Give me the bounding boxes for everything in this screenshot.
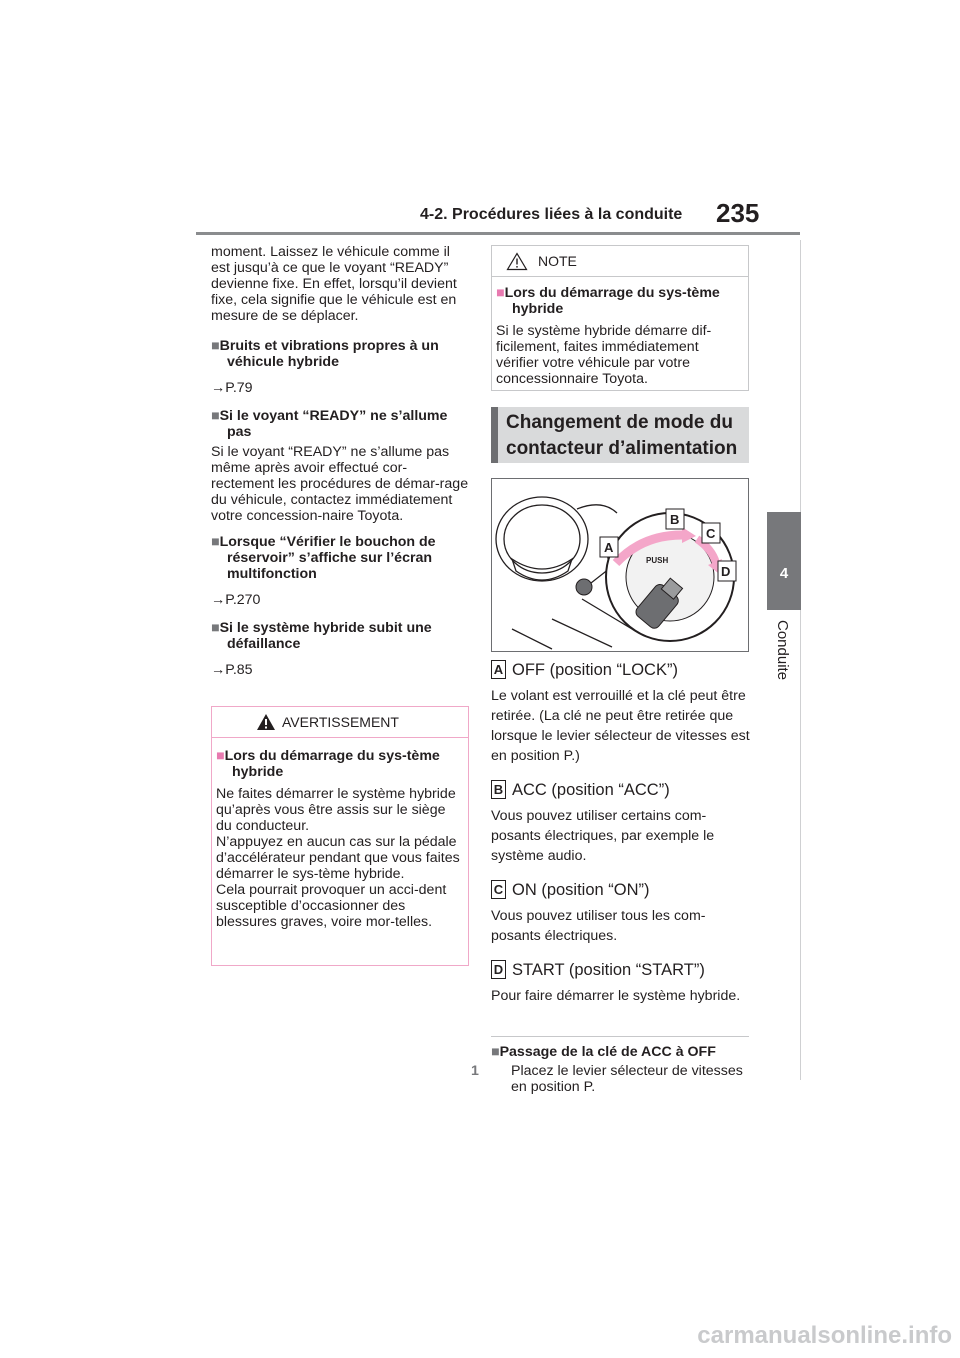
tag-d: D [491,960,506,979]
callout-c: C [706,526,716,541]
left-column [211,244,469,678]
square-bullet-icon: ■ [216,748,225,764]
page-reference: →P.85 [211,662,253,678]
subsection-heading: ■Si le système hybride subit une défaillance [211,620,432,652]
subsection-1 [211,338,469,396]
header-rule [196,232,800,235]
tag-c: C [491,880,506,899]
mode-list [491,660,753,1006]
step-number: 1 [471,1063,479,1079]
side-divider [800,240,801,1080]
subsection-heading: ■Lorsque “Vérifier le bouchon de réservoir” s’affiche sur l’écran multifonction [211,534,436,582]
mode-description: Pour faire démarrer le système hybride. [491,988,741,1004]
subsection-heading: ■Si le voyant “READY” ne s’allume pas [211,408,448,440]
note-title: NOTE [538,253,577,269]
square-bullet-icon: ■ [211,338,220,354]
subsection-heading: ■Bruits et vibrations propres à un véhicule hybride [211,338,439,370]
callout-b: B [670,512,680,527]
subsection-rule [491,1036,749,1037]
warning-heading: ■Lors du démarrage du sys-tème hybride [216,748,440,780]
section-header: 4-2. Procédures liées à la conduite [420,206,683,223]
square-bullet-icon: ■ [491,1044,500,1060]
mode-description: Vous pouvez utiliser tous les com-posants électriques. [491,908,706,944]
warning-triangle-icon [256,713,276,731]
warning-line: N’appuyez en aucun cas sur la pédale d’accélérateur pendant que vous faites démarrer le sys-tème hybride. [216,834,460,882]
subsection-body: Si le voyant “READY” ne s’allume pas même après avoir effectué cor-rectement les procédures de démar-rage du véhicule, contactez immédiatement votre concession-naire Toyota. [211,444,469,524]
callout-d: D [721,564,731,579]
subsection-4 [211,620,469,678]
callout-a: A [604,540,614,555]
mode-title: START (position “START”) [512,961,705,979]
mode-item-c [491,880,753,946]
subsection-2 [211,408,469,524]
ignition-illustration [492,479,748,651]
mode-item-b [491,780,753,866]
key-removal-subsection [471,1044,753,1095]
warning-title: AVERTISSEMENT [282,714,399,730]
note-heading: ■Lors du démarrage du sys-tème hybride [496,285,720,317]
warning-line: Cela pourrait provoquer un acci-dent susceptible d’occasionner des blessures graves, voire mor-telles. [216,882,447,930]
page-reference: →P.270 [211,592,261,608]
section-title: Changement de mode du contacteur d’alimentation [491,407,749,463]
mode-description: Vous pouvez utiliser certains com-posants électriques, par exemple le système audio. [491,808,715,864]
note-header [492,246,748,277]
chapter-label: Conduite [774,620,791,681]
mode-description: Le volant est verrouillé et la clé peut être retirée. (La clé ne peut être retirée que lorsque le levier sélecteur de vitesses est en position P.) [491,688,750,764]
page-reference: →P.79 [211,380,253,396]
note-box [491,245,749,391]
caution-triangle-icon [506,252,528,271]
tag-b: B [491,780,506,799]
mode-title: ACC (position “ACC”) [512,781,670,799]
warning-header [212,707,468,738]
subsection-3 [211,534,469,608]
warning-box [211,706,469,966]
ignition-figure [491,478,749,652]
subsection-heading: ■Passage de la clé de ACC à OFF [491,1044,716,1060]
push-label: PUSH [646,556,669,565]
chapter-number: 4 [779,565,789,582]
mode-title: ON (position “ON”) [512,881,650,899]
page-number: 235 [716,198,760,228]
mode-item-a [491,660,753,766]
square-bullet-icon: ■ [211,534,220,550]
mode-item-d [491,960,753,1006]
watermark: carmanualsonline.info [697,1322,952,1349]
tag-a: A [491,660,506,679]
square-bullet-icon: ■ [211,620,220,636]
note-body: Si le système hybride démarre dif-ficilement, faites immédiatement vérifier votre véhicule par votre concessionnaire Toyota. [496,323,712,387]
square-bullet-icon: ■ [211,408,220,424]
intro-text: moment. Laissez le véhicule comme il est jusqu’à ce que le voyant “READY” devienne fixe. En effet, lorsqu’il devient fixe, cela signifie que le véhicule est en mesure de se déplacer. [211,244,457,324]
square-bullet-icon: ■ [496,285,505,301]
warning-line: Ne faites démarrer le système hybride qu’après vous être assis sur le siège du conducteur. [216,786,456,834]
chapter-tab [767,512,801,610]
mode-title: OFF (position “LOCK”) [512,661,678,679]
step-item: 1 Placez le levier sélecteur de vitesses en position P. [471,1063,743,1095]
